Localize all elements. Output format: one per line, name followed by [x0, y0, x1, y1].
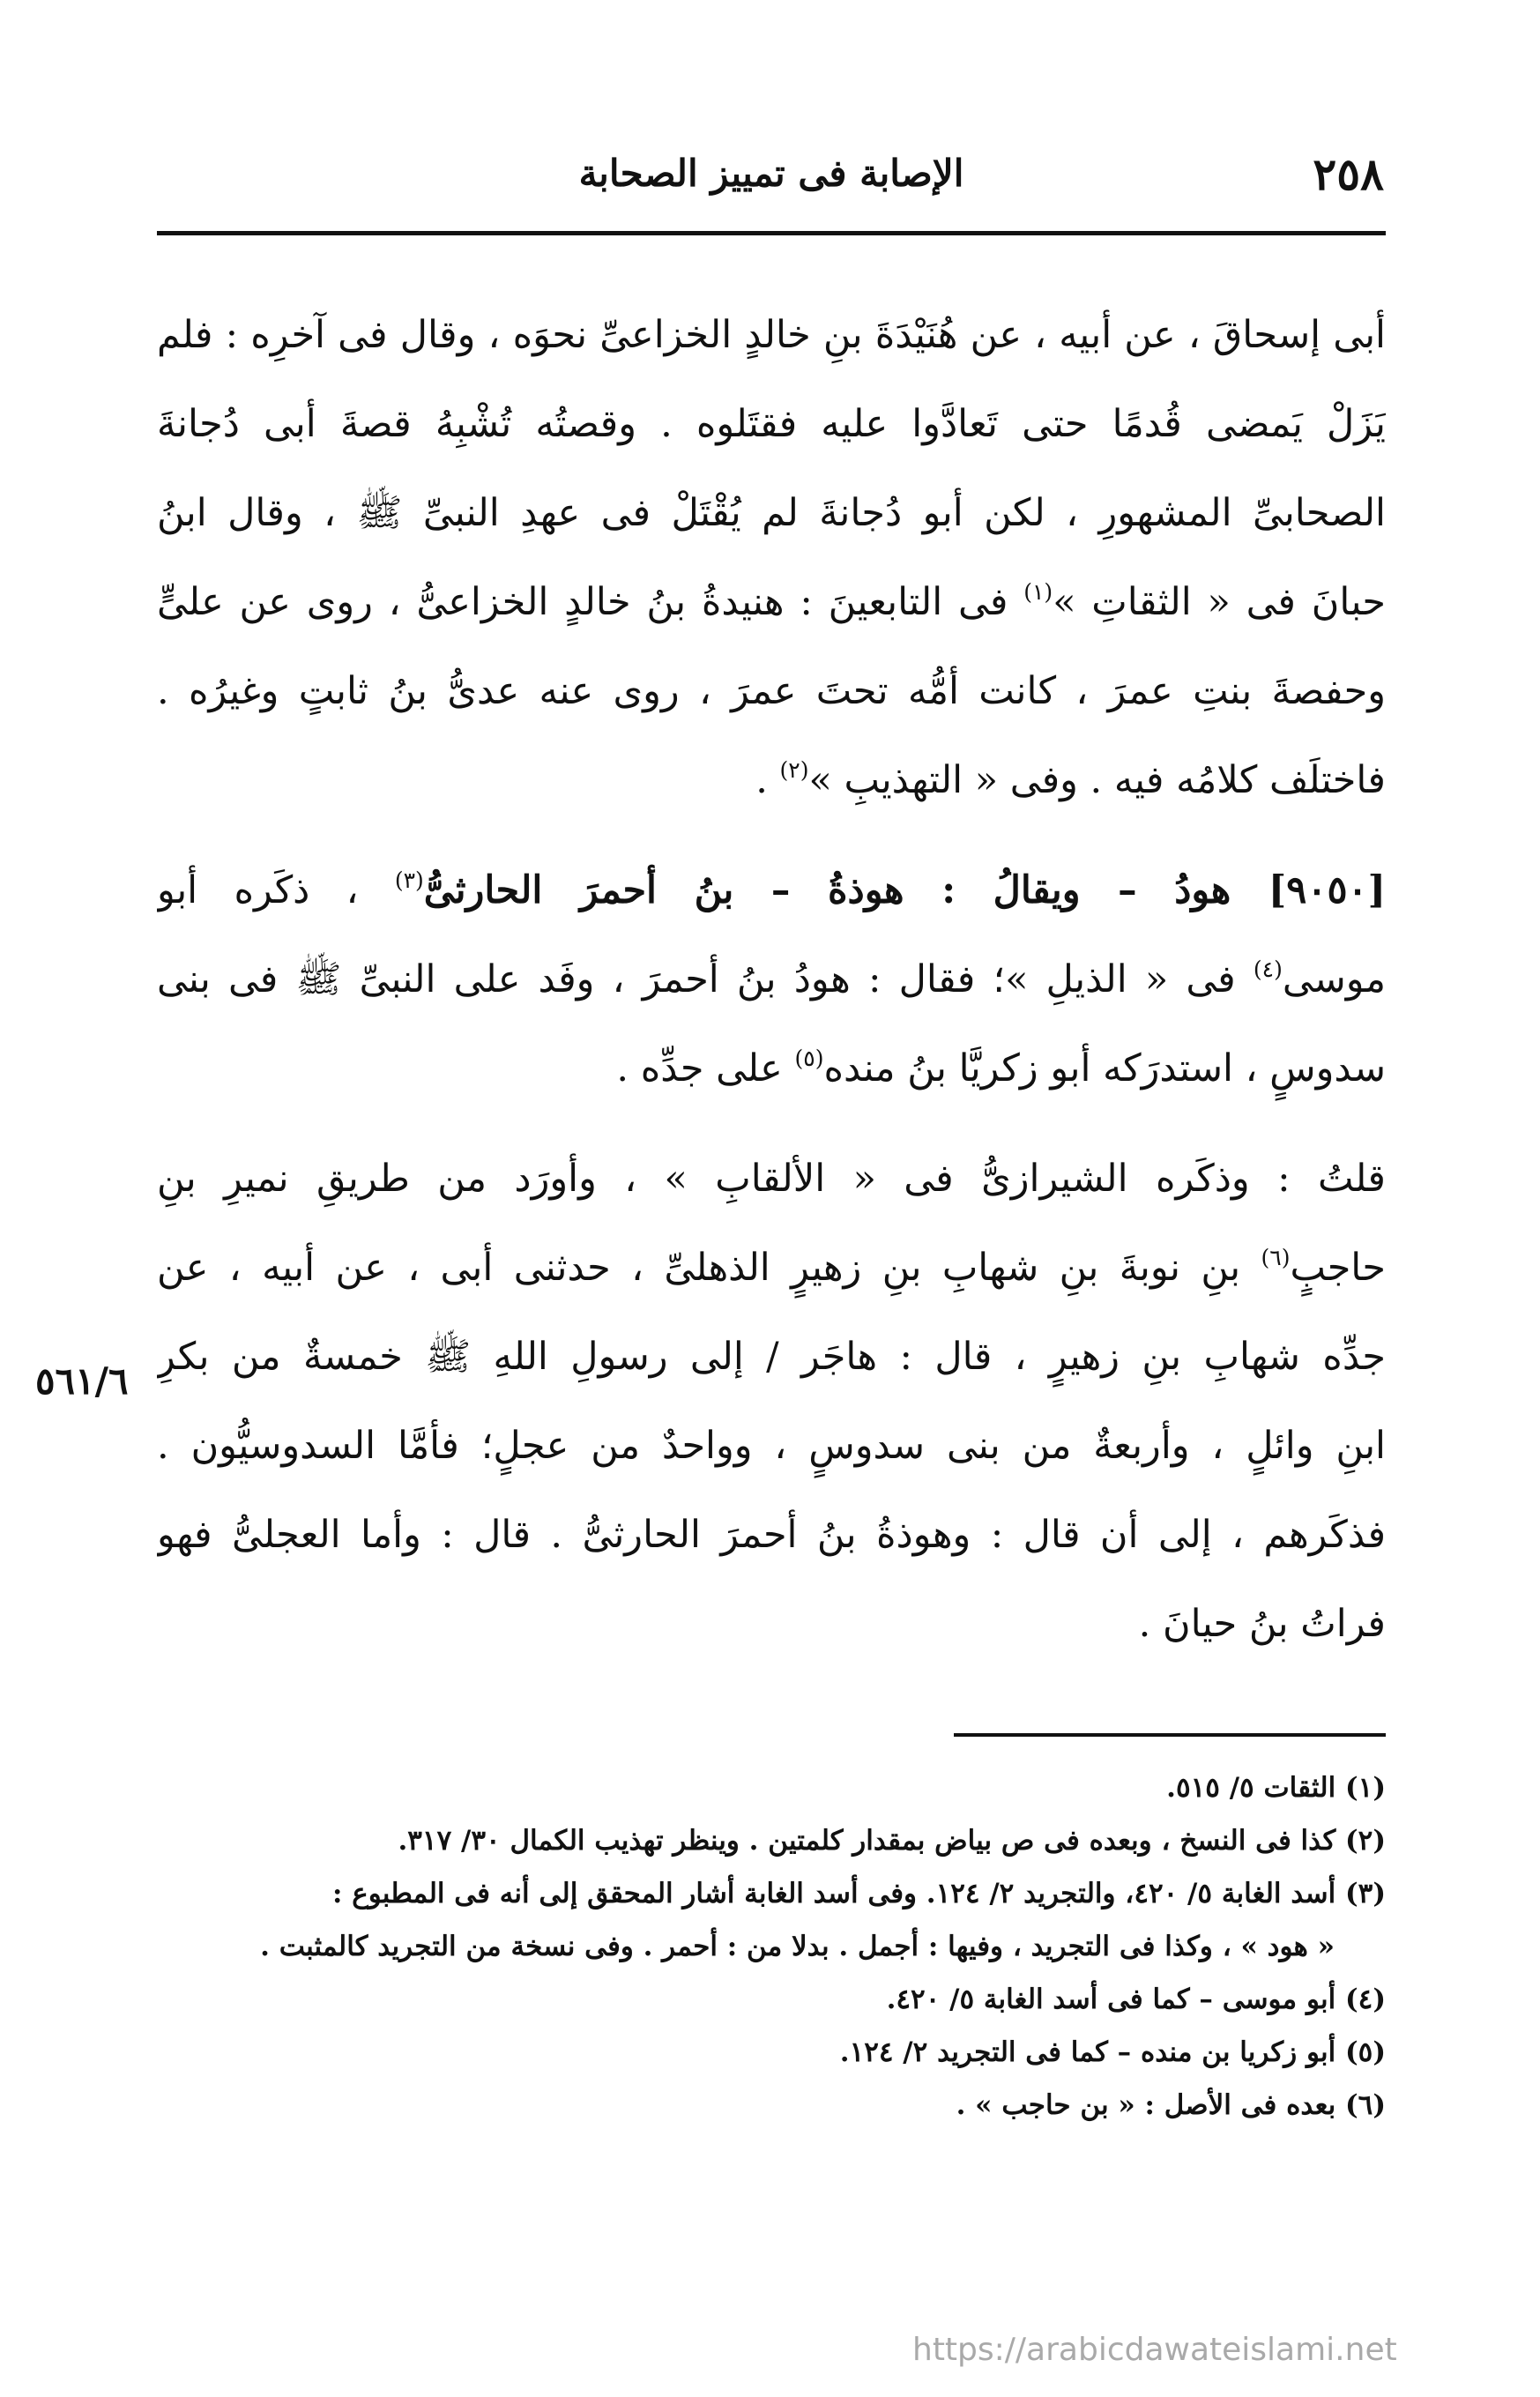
paragraph-gap [157, 1113, 1386, 1135]
entry-name: هودُ – ويقالُ : هوذةُ – بنُ أحمرَ الحارثىُّ [423, 868, 1268, 912]
line-segment: على جدِّه . [616, 1046, 795, 1091]
text-line [157, 558, 1386, 647]
page-number: ٢٥٨ [1313, 148, 1384, 200]
text-line [157, 1024, 1386, 1113]
line-segment: سدوسٍ ، استدرَكه أبو زكريَّا بنُ منده [823, 1046, 1386, 1091]
line-segment: فاختلَف كلامُه فيه . وفى « التهذيبِ » [808, 758, 1386, 802]
footnote-3-continuation: « هود » ، وكذا فى التجريد ، وفيها : أجمل . بدلا من : أحمر . وفى نسخة من التجريد كالمثبت . [260, 1931, 1335, 1962]
paragraph-qultu [157, 1135, 1386, 1669]
footnote-5: (٥) أبو زكريا بن منده – كما فى التجريد ٢/ ١٢٤. [839, 2036, 1386, 2068]
text-line: جدِّه شهابِ بنِ زهيرٍ ، قال : هاجَر / إلى رسولِ اللهِ ﷺ خمسةٌ من بكرِ [157, 1335, 1386, 1379]
entry-9050 [157, 846, 1386, 1113]
footnote-ref-4[interactable]: (٤) [1253, 957, 1283, 982]
paragraph-gap [157, 825, 1386, 846]
footnote-ref-3[interactable]: (٣) [394, 867, 424, 893]
line-segment: فى « الذيلِ »؛ فقال : هودُ بنُ أحمرَ ، وفَد على النبىِّ ﷺ فى بنى [157, 957, 1254, 1001]
line-segment: . [755, 758, 780, 802]
text-line: الصحابىِّ المشهورِ ، لكن أبو دُجانةَ لم يُقْتَلْ فى عهدِ النبىِّ ﷺ ، وقال ابنُ [157, 491, 1386, 535]
text-line [157, 846, 1386, 935]
margin-reference: ٥٦١/٦ [35, 1359, 129, 1403]
page-header [159, 148, 1384, 210]
text-line [157, 1224, 1386, 1313]
footnote-3: (٣) أسد الغابة ٥/ ٤٢٠، والتجريد ٢/ ١٢٤. وفى أسد الغابة أشار المحقق إلى أنه فى المطبوع : [332, 1878, 1386, 1909]
text-line: وحفصةَ بنتِ عمرَ ، كانت أمُّه تحتَ عمرَ ، روى عنه عدىُّ بنُ ثابتٍ وغيرُه . [157, 669, 1386, 713]
header-rule [157, 231, 1386, 235]
text-line [157, 736, 1386, 825]
footnote-ref-1[interactable]: (١) [1023, 579, 1053, 605]
text-line: فذكَرهم ، إلى أن قال : وهوذةُ بنُ أحمرَ الحارثىُّ . قال : وأما العجلىُّ فهو [157, 1513, 1386, 1557]
footnote-4: (٤) أبو موسى – كما فى أسد الغابة ٥/ ٤٢٠. [886, 1984, 1386, 2015]
line-segment: فى التابعينَ : هنيدةُ بنُ خالدٍ الخزاعىُّ ، روى عن علىٍّ [157, 580, 1024, 624]
line-segment: موسى [1282, 957, 1386, 1001]
footnote-separator [954, 1733, 1386, 1737]
footnote-2: (٢) كذا فى النسخ ، وبعده فى ص بياض بمقدار كلمتين . وينظر تهذيب الكمال ٣٠/ ٣١٧. [398, 1825, 1386, 1857]
text-line [157, 935, 1386, 1024]
paragraph-hunayda [157, 291, 1386, 825]
line-segment: حبانَ فى « الثقاتِ » [1053, 580, 1386, 624]
text-line: فراتُ بنُ حيانَ . [1138, 1602, 1386, 1646]
footnote-1: (١) الثقات ٥/ ٥١٥. [1166, 1772, 1386, 1804]
line-segment: بنِ نوبةَ بنِ شهابِ بنِ زهيرٍ الذهلىِّ ، حدثنى أبى ، عن أبيه ، عن [157, 1246, 1261, 1290]
footnote-ref-5[interactable]: (٥) [794, 1046, 824, 1071]
main-text [157, 291, 1386, 1669]
watermark-url: https://arabicdawateislami.net [912, 2332, 1397, 2368]
footnote-ref-6[interactable]: (٦) [1261, 1245, 1291, 1270]
text-line: ابنِ وائلٍ ، وأربعةٌ من بنى سدوسٍ ، وواحدٌ من عجلٍ؛ فأمَّا السدوسيُّون . [157, 1424, 1386, 1468]
footnotes [157, 1761, 1386, 2132]
footnote-6: (٦) بعده فى الأصل : « بن حاجب » . [956, 2089, 1386, 2121]
book-title: الإصابة فى تمييز الصحابة [578, 152, 964, 195]
text-line: قلتُ : وذكَره الشيرازىُّ فى « الألقابِ » ، وأورَد من طريقِ نميرِ بنِ [157, 1157, 1386, 1201]
text-line: يَزَلْ يَمضى قُدمًا حتى تَعادَّوا عليه فقتَلوه . وقصتُه تُشْبِهُ قصةَ أبى دُجانةَ [157, 402, 1386, 446]
text-line: أبى إسحاقَ ، عن أبيه ، عن هُنَيْدَةَ بنِ خالدٍ الخزاعىِّ نحوَه ، وقال فى آخرِه : فلم [157, 313, 1386, 357]
footnote-ref-2[interactable]: (٢) [779, 757, 809, 783]
line-segment: ، ذكَره أبو [157, 868, 395, 912]
entry-number: [٩٠٥٠] [1268, 868, 1386, 912]
line-segment: حاجبٍ [1290, 1246, 1386, 1290]
